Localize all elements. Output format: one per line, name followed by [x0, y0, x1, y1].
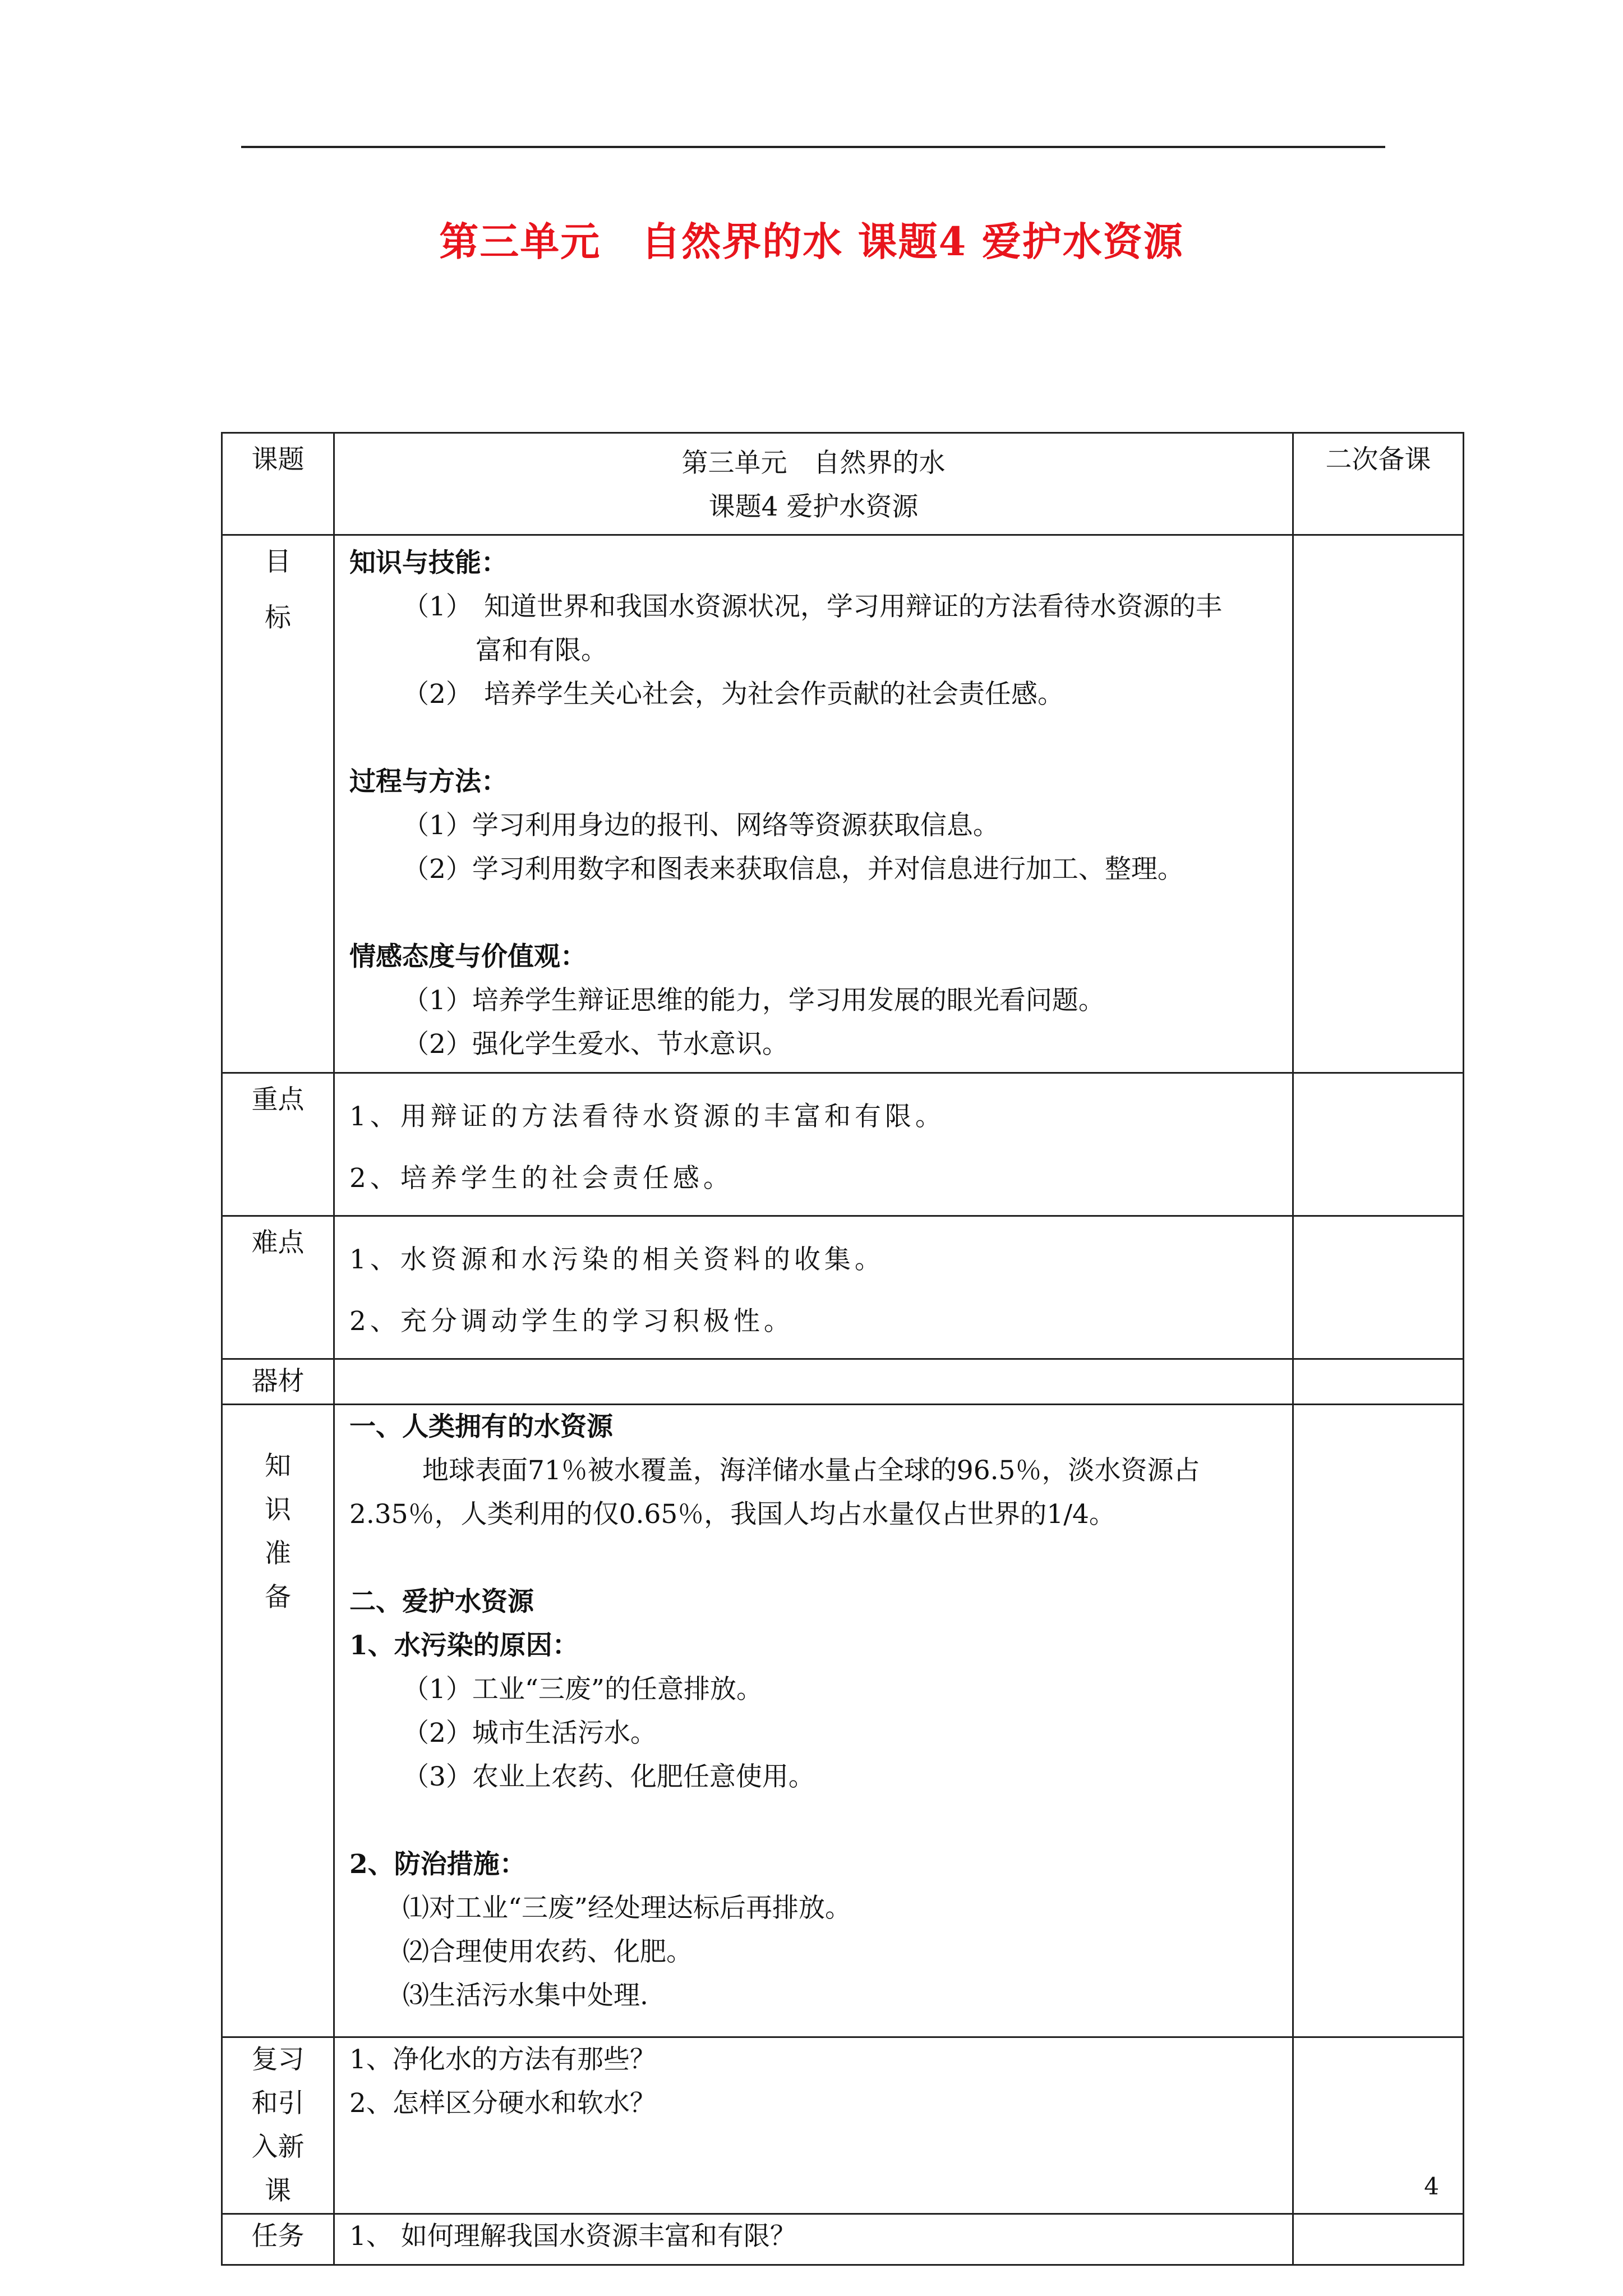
page-number: 4 — [1424, 2173, 1439, 2200]
label-goals — [222, 535, 334, 1073]
header-rule — [241, 146, 1385, 148]
paragraph-line: 2.35％，人类利用的仅0.65％，我国人均占水量仅占世界的1/4。 — [349, 1499, 1115, 1530]
label-knowledge-char: 备 — [265, 1582, 291, 1613]
goals-cell — [334, 535, 1293, 1073]
task-cell — [334, 2214, 1293, 2265]
list-item: （2）学习利用数字和图表来获取信息，并对信息进行加工、整理。 — [403, 854, 1184, 885]
note-cell — [1293, 2214, 1464, 2265]
list-item: 1、 如何理解我国水资源丰富和有限？ — [349, 2221, 796, 2252]
paragraph-line: 地球表面71％被水覆盖，海洋储水量占全球的96.5％，淡水资源占 — [422, 1455, 1200, 1486]
note-cell — [1293, 535, 1464, 1073]
note-cell — [1293, 1216, 1464, 1359]
list-item: （2）强化学生爱水、节水意识。 — [403, 1029, 789, 1060]
list-item: 2、充分调动学生的学习积极性。 — [349, 1306, 794, 1337]
label-knowledge-char: 识 — [265, 1494, 291, 1525]
list-item: ⑴对工业“三废”经处理达标后再排放。 — [403, 1893, 852, 1924]
lesson-plan-table — [221, 432, 1464, 2266]
note-cell — [1293, 2037, 1464, 2214]
list-item: （1） 知道世界和我国水资源状况，学习用辩证的方法看待水资源的丰 — [403, 591, 1222, 622]
list-item: （3）农业上农药、化肥任意使用。 — [403, 1761, 815, 1792]
table-row-key-points — [222, 1073, 1464, 1216]
table-row-materials — [222, 1359, 1464, 1405]
emotion-heading: 情感态度与价值观： — [349, 941, 587, 972]
table-row-difficulties — [222, 1216, 1464, 1359]
document-title: 第三单元 自然界的水 课题4 爱护水资源 — [439, 218, 1184, 265]
label-task: 任务 — [222, 2214, 334, 2265]
list-item: （1）培养学生辩证思维的能力，学习用发展的眼光看问题。 — [403, 985, 1105, 1016]
label-review — [222, 2037, 334, 2214]
label-difficulties: 难点 — [222, 1216, 334, 1359]
label-knowledge-prep — [222, 1405, 334, 2037]
list-item: （1）工业“三废”的任意排放。 — [403, 1674, 763, 1705]
table-row-goals — [222, 535, 1464, 1073]
note-header: 二次备课 — [1293, 433, 1464, 535]
label-subject: 课题 — [222, 433, 334, 535]
label-review-line: 入新 — [251, 2132, 305, 2162]
label-knowledge-char: 准 — [265, 1538, 291, 1569]
subject-line-2: 课题4 爱护水资源 — [708, 491, 919, 522]
section-heading: 二、爱护水资源 — [349, 1586, 534, 1617]
key-points-cell — [334, 1073, 1293, 1216]
table-row-subject — [222, 433, 1464, 535]
label-review-line: 课 — [265, 2175, 291, 2206]
label-key-points: 重点 — [222, 1073, 334, 1216]
section-heading: 一、人类拥有的水资源 — [349, 1411, 613, 1442]
list-item-continuation: 富和有限。 — [476, 635, 607, 666]
note-cell — [1293, 1359, 1464, 1405]
table-row-review — [222, 2037, 1464, 2214]
label-review-line: 复习 — [251, 2044, 305, 2075]
list-item: （1）学习利用身边的报刊、网络等资源获取信息。 — [403, 810, 999, 841]
label-knowledge-char: 知 — [265, 1451, 291, 1481]
label-materials: 器材 — [222, 1359, 334, 1405]
subsection-heading: 1、水污染的原因： — [349, 1630, 579, 1661]
subsection-heading: 2、防治措施： — [349, 1849, 526, 1880]
table-row-knowledge-prep — [222, 1405, 1464, 2037]
note-cell — [1293, 1405, 1464, 2037]
knowledge-heading: 知识与技能： — [349, 547, 508, 578]
list-item: 2、培养学生的社会责任感。 — [349, 1163, 734, 1194]
list-item: 1、净化水的方法有那些？ — [349, 2044, 656, 2075]
materials-cell — [334, 1359, 1293, 1405]
list-item: ⑶生活污水集中处理. — [403, 1980, 648, 2011]
list-item: （2） 培养学生关心社会，为社会作贡献的社会责任感。 — [403, 679, 1064, 710]
label-goals-char: 标 — [265, 602, 291, 633]
list-item: 1、水资源和水污染的相关资料的收集。 — [349, 1244, 885, 1275]
list-item: 1、用辩证的方法看待水资源的丰富和有限。 — [349, 1101, 946, 1132]
review-cell — [334, 2037, 1293, 2214]
subject-cell — [334, 433, 1293, 535]
list-item: （2）城市生活污水。 — [403, 1718, 657, 1749]
label-goals-char: 目 — [265, 546, 291, 577]
note-cell — [1293, 1073, 1464, 1216]
table-row-task — [222, 2214, 1464, 2265]
list-item: ⑵合理使用农药、化肥。 — [403, 1936, 693, 1967]
knowledge-prep-cell — [334, 1405, 1293, 2037]
subject-line-1: 第三单元 自然界的水 — [681, 448, 946, 478]
process-heading: 过程与方法： — [349, 766, 508, 797]
list-item: 2、怎样区分硬水和软水？ — [349, 2088, 656, 2119]
difficulties-cell — [334, 1216, 1293, 1359]
label-review-line: 和引 — [251, 2088, 305, 2119]
